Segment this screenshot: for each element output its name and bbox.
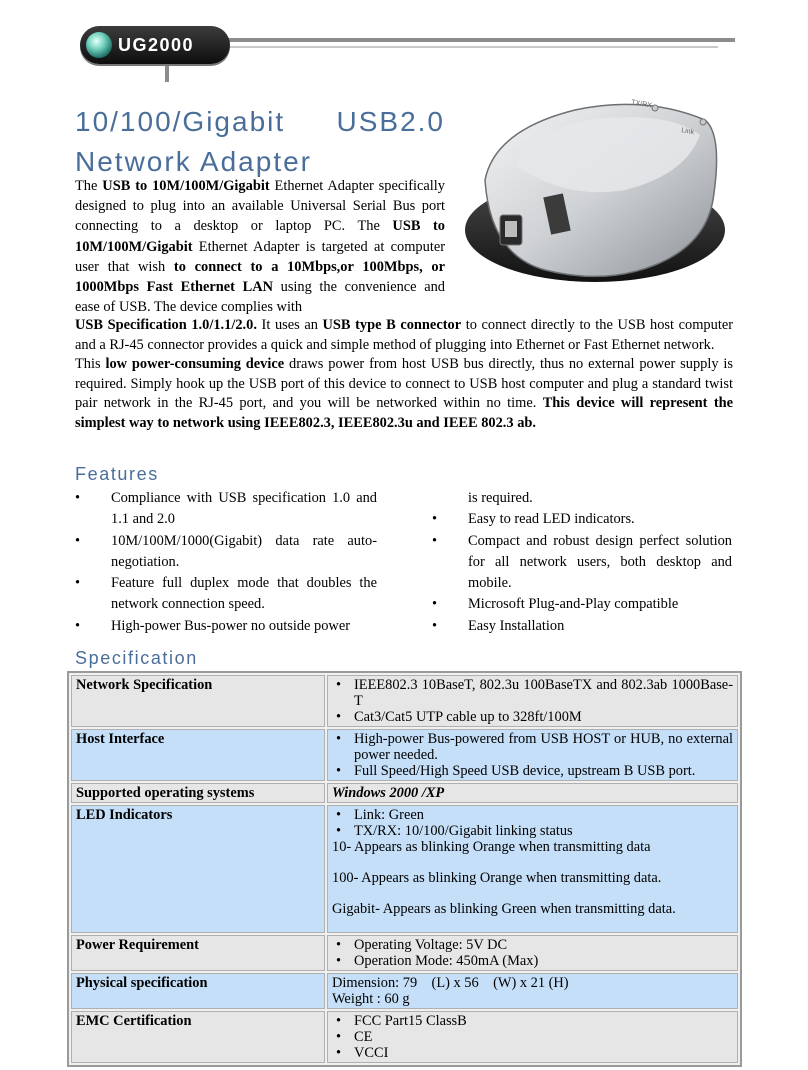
- usb-port-inner: [505, 221, 517, 237]
- intro-p1-run: USB to 10M/100M/Gigabit: [75, 218, 445, 255]
- title-line-2: Network Adapter: [75, 146, 312, 177]
- logo-orb-icon: [86, 32, 112, 58]
- page-title: [75, 102, 445, 182]
- title-part-1: 10/100/Gigabit: [75, 106, 286, 137]
- spec-bullet: • Link: Green: [332, 807, 733, 823]
- spec-line: Weight : 60 g: [332, 991, 410, 1007]
- spec-value: [327, 805, 738, 933]
- feature-item: • Feature full duplex mode that doubles the network connection speed.: [75, 573, 377, 616]
- spec-value: [327, 783, 738, 803]
- spec-row: [71, 935, 738, 971]
- logo-text: UG2000: [118, 35, 195, 55]
- spec-value: [327, 973, 738, 1009]
- feature-item: • Compliance with USB specification 1.0 and 1.1 and 2.0: [75, 488, 377, 531]
- specification-heading: Specification: [75, 648, 198, 668]
- header-frame-inner: [178, 46, 718, 48]
- intro-p1b-run: to connect directly to the USB host computer and a RJ-45 connector provides a quick and simple method of plugging into Ethernet or Fast Ethernet network.: [75, 317, 733, 353]
- intro-p1b-run: It uses an: [256, 317, 323, 333]
- intro-p1-run: The: [75, 178, 103, 194]
- spec-line: 100- Appears as blinking Orange when transmitting data.: [332, 870, 662, 886]
- brand-logo: [80, 26, 230, 64]
- intro-paragraph-3: [75, 355, 733, 433]
- led-indicator-1: [652, 105, 658, 111]
- intro-paragraph-1: [75, 176, 445, 317]
- specification-table: [67, 671, 742, 1067]
- feature-item-continuation: is required.: [468, 490, 533, 506]
- spec-bullet: • FCC Part15 ClassB: [332, 1013, 733, 1029]
- spec-label: Network Specification: [71, 675, 325, 727]
- feature-item: • Easy to read LED indicators.: [432, 509, 732, 530]
- spec-label: EMC Certification: [71, 1011, 325, 1063]
- intro-p1-run: USB to 10M/100M/Gigabit: [102, 178, 270, 194]
- spec-row: [71, 805, 738, 933]
- spec-value: [327, 935, 738, 971]
- title-part-2: USB2.0: [336, 106, 445, 137]
- spec-bullet: • Operation Mode: 450mA (Max): [332, 953, 733, 969]
- intro-p2-run: This: [75, 356, 106, 372]
- spec-line: Dimension: 79 (L) x 56 (W) x 21 (H): [332, 975, 569, 991]
- intro-paragraph-2: [75, 316, 733, 433]
- intro-p1-run: Ethernet Adapter is targeted at computer user that wish: [75, 238, 445, 275]
- spec-label: Physical specification: [71, 973, 325, 1009]
- intro-p1b-run: USB Specification 1.0/1.1/2.0.: [75, 317, 257, 333]
- intro-p2-run: draws power from host USB bus directly, thus no external power supply is required. Simply hook up the USB port of this device to connect to USB host computer and plug a standard twist pair network in the RJ-45 port, and you will be networked within no time.: [75, 356, 734, 411]
- port-label-txrx: TX/RX: [630, 99, 653, 110]
- intro-p1-run: Ethernet Adapter specifically designed to plug into an available Universal Serial Bus port connecting to a desktop or laptop PC. The: [75, 178, 445, 235]
- spec-bullet: • Cat3/Cat5 UTP cable up to 328ft/100M: [332, 709, 733, 725]
- spec-row: [71, 973, 738, 1009]
- spec-bullet: • Full Speed/High Speed USB device, upstream B USB port.: [332, 763, 733, 779]
- spec-line: 10- Appears as blinking Orange when transmitting data: [332, 839, 651, 855]
- spec-label: Power Requirement: [71, 935, 325, 971]
- header-frame: [165, 38, 735, 82]
- spec-value: [327, 729, 738, 781]
- led-indicator-2: [700, 119, 706, 125]
- spec-row: [71, 729, 738, 781]
- features-list-left: [75, 488, 377, 637]
- spec-bullet: • Operating Voltage: 5V DC: [332, 937, 733, 953]
- intro-paragraph-1-cont: [75, 316, 733, 355]
- features-list-right: [432, 488, 732, 637]
- features-heading: Features: [75, 464, 159, 484]
- intro-p2-run: This device will represent the simplest way to network using IEEE802.3, IEEE802.3u and IEEE 802.3 ab.: [75, 395, 734, 431]
- spec-bullet: • VCCI: [332, 1045, 733, 1061]
- spec-bullet: • TX/RX: 10/100/Gigabit linking status: [332, 823, 733, 839]
- spec-value: [327, 675, 738, 727]
- spec-row: [71, 1011, 738, 1063]
- feature-item: • High-power Bus-power no outside power: [75, 616, 377, 637]
- spec-italic-value: Windows 2000 /XP: [332, 785, 445, 801]
- intro-p1-run: using the convenience and ease of USB. The device complies with: [75, 279, 445, 316]
- product-image: [455, 80, 733, 295]
- feature-item: • 10M/100M/1000(Gigabit) data rate auto-negotiation.: [75, 531, 377, 574]
- spec-label: Host Interface: [71, 729, 325, 781]
- port-label-link: Link: [680, 127, 695, 137]
- feature-item: • Microsoft Plug-and-Play compatible: [432, 594, 732, 615]
- spec-bullet: • High-power Bus-powered from USB HOST or HUB, no external power needed.: [332, 731, 733, 763]
- spec-label: Supported operating systems: [71, 783, 325, 803]
- spec-value: [327, 1011, 738, 1063]
- spec-line: Gigabit- Appears as blinking Green when transmitting data.: [332, 901, 676, 917]
- feature-item: • Compact and robust design perfect solution for all network users, both desktop and mobile.: [432, 531, 732, 595]
- spec-label: LED Indicators: [71, 805, 325, 933]
- spec-bullet: • IEEE802.3 10BaseT, 802.3u 100BaseTX and 802.3ab 1000Base-T: [332, 677, 733, 709]
- intro-p2-run: low power-consuming device: [105, 356, 285, 372]
- feature-item: • Easy Installation: [432, 616, 732, 637]
- spec-bullet: • CE: [332, 1029, 733, 1045]
- spec-row: [71, 783, 738, 803]
- intro-p1-run: to connect to a 10Mbps,or 100Mbps, or 1000Mbps Fast Ethernet LAN: [75, 258, 445, 296]
- intro-p1b-run: USB type B connector: [322, 317, 462, 333]
- spec-row: [71, 675, 738, 727]
